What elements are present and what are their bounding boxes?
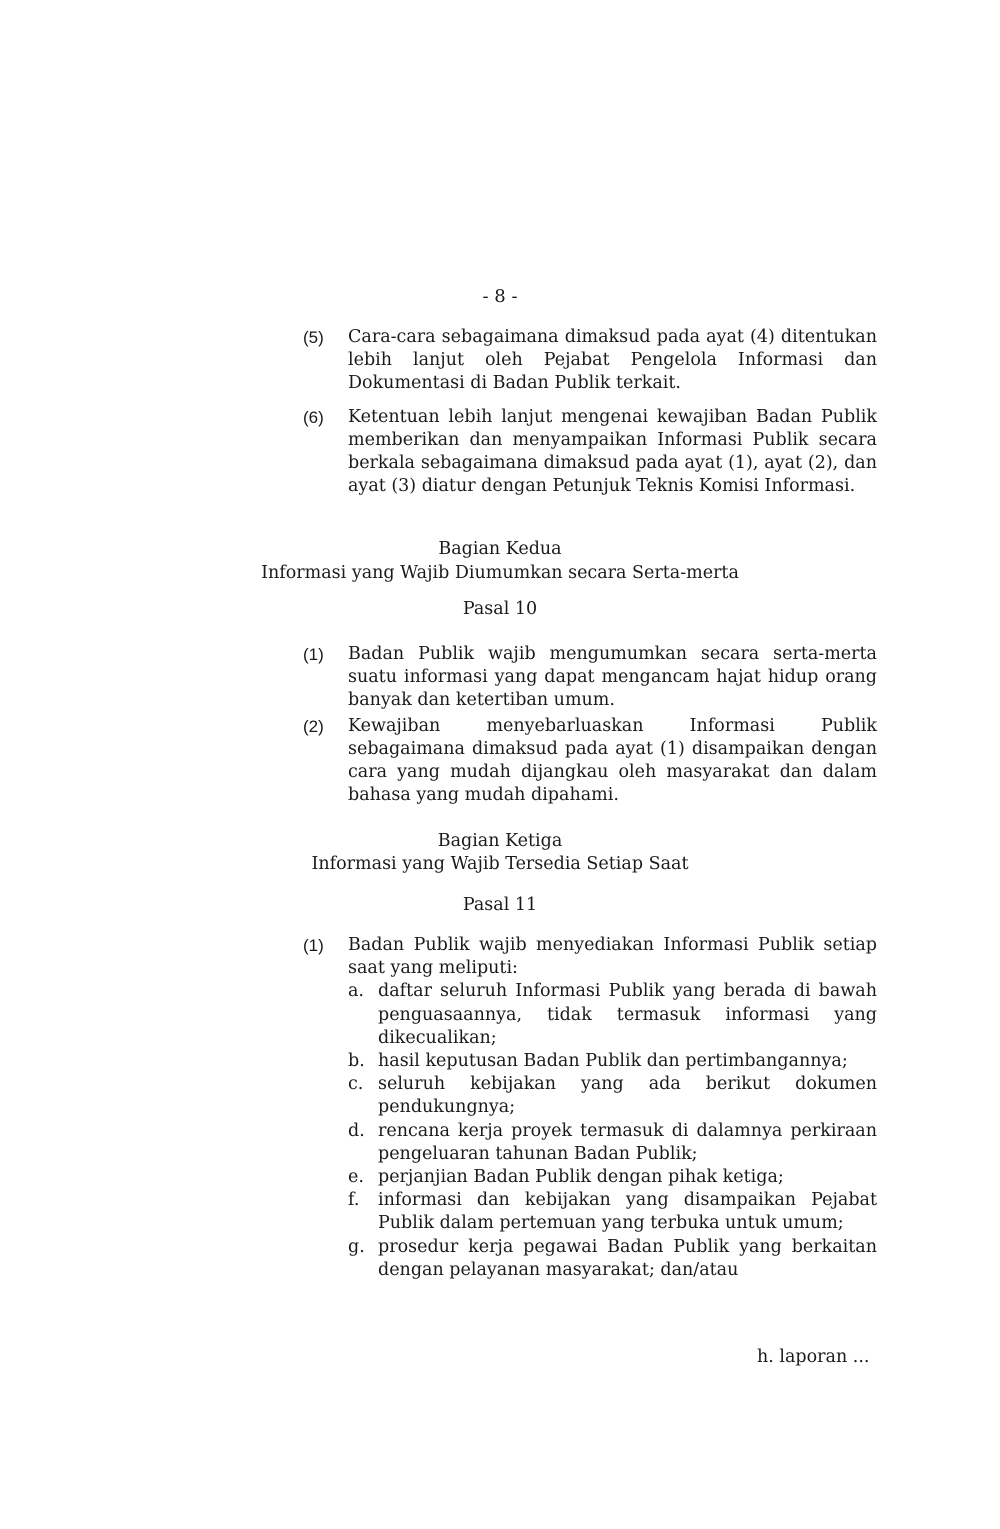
bagian-title: Informasi yang Wajib Tersedia Setiap Saat [311,854,689,874]
item-text: informasi dan kebijakan yang disampaikan Pejabat Publik dalam pertemuan yang terbuka untuk umum; [378,1190,877,1234]
item-text: seluruh kebijakan yang ada berikut dokumen pendukungnya; [378,1074,877,1118]
pasal-heading: Pasal 11 [462,895,538,915]
item-list [348,980,877,1282]
bagian-heading: Bagian Kedua [438,539,562,559]
item-text: perjanjian Badan Publik dengan pihak ketiga; [378,1167,784,1188]
ayat-1 [303,934,877,1282]
ayat-label: (1) [303,936,324,955]
list-item-a [348,980,877,1050]
item-text: hasil keputusan Badan Publik dan pertimbangannya; [378,1051,848,1072]
ayat-label: (6) [303,407,324,427]
bagian-title: Informasi yang Wajib Diumumkan secara Serta-merta [261,563,739,583]
item-label: e. [348,1167,364,1188]
item-text: daftar seluruh Informasi Publik yang berada di bawah penguasaannya, tidak termasuk informasi yang dikecualikan; [378,981,877,1048]
pasal-10-body [303,643,877,807]
pasal-heading: Pasal 10 [462,599,538,619]
ayat-text: Badan Publik wajib mengumumkan secara serta-merta suatu informasi yang dapat mengancam hajat hidup orang banyak dan ketertiban umum. [348,644,877,711]
ayat-label: (1) [303,645,324,664]
section-ayat-continued [303,326,877,498]
list-item-d [348,1120,877,1166]
pasal-11-body [303,934,877,1282]
list-item-c [348,1073,877,1119]
item-label: f. [348,1190,360,1211]
item-text: prosedur kerja pegawai Badan Publik yang berkaitan dengan pelayanan masyarakat; dan/atau [378,1236,877,1280]
ayat-text: Ketentuan lebih lanjut mengenai kewajiban Badan Publik memberikan dan menyampaikan Informasi Publik secara berkala sebagaimana dimaksud pada ayat (1), ayat (2), dan ayat (3) diatur dengan Petunjuk Teknis Komisi Informasi. [348,406,877,497]
continuation-marker: h. laporan ... [757,1347,870,1367]
item-label: g. [348,1236,365,1257]
list-item-e [348,1166,877,1189]
ayat-text: Badan Publik wajib menyediakan Informasi Publik setiap saat yang meliputi: [348,935,877,979]
ayat-6 [303,406,877,499]
ayat-5 [303,326,877,396]
ayat-text: Cara-cara sebagaimana dimaksud pada ayat (4) ditentukan lebih lanjut oleh Pejabat Pengelola Informasi dan Dokumentasi di Badan Publik terkait. [348,327,877,394]
ayat-label: (5) [303,328,324,347]
ayat-2 [303,715,877,808]
page-number: - 8 - [482,286,518,307]
list-item-b [348,1050,877,1073]
item-text: rencana kerja proyek termasuk di dalamnya perkiraan pengeluaran tahunan Badan Publik; [378,1120,877,1164]
ayat-text: Kewajiban menyebarluaskan Informasi Publik sebagaimana dimaksud pada ayat (1) disampaikan dengan cara yang mudah dijangkau oleh masyarakat dan dalam bahasa yang mudah dipahami. [348,715,877,806]
item-label: a. [348,981,364,1002]
item-label: c. [348,1074,364,1095]
list-item-f [348,1189,877,1235]
ayat-1 [303,643,877,713]
item-label: b. [348,1051,365,1072]
item-label: d. [348,1120,365,1141]
bagian-heading: Bagian Ketiga [437,831,563,851]
ayat-label: (2) [303,716,324,736]
list-item-g [348,1236,877,1282]
